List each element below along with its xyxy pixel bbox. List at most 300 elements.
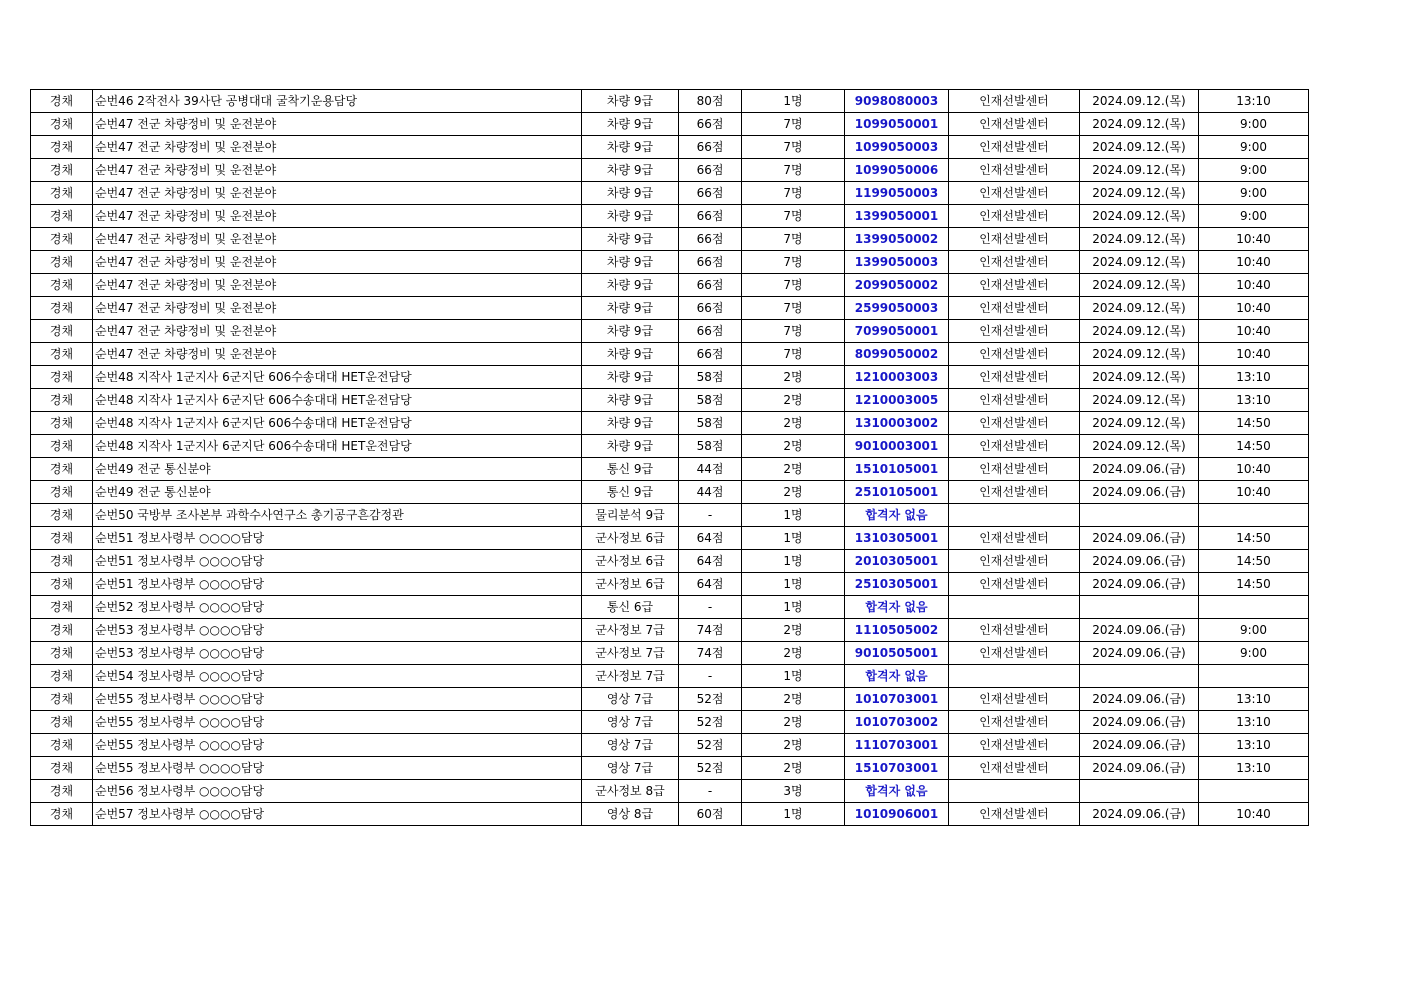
grade-cell: 차량 9급 xyxy=(582,113,679,136)
table-row xyxy=(31,343,1309,366)
time-cell: 10:40 xyxy=(1199,343,1309,366)
time-cell: 14:50 xyxy=(1199,550,1309,573)
date-cell: 2024.09.06.(금) xyxy=(1080,734,1199,757)
exam-number-cell: 1399050002 xyxy=(845,228,949,251)
date-cell: 2024.09.06.(금) xyxy=(1080,619,1199,642)
position-cell: 순번51 정보사령부 ○○○○담당 xyxy=(93,573,582,596)
recruit-type-cell: 경채 xyxy=(31,274,93,297)
date-cell: 2024.09.12.(목) xyxy=(1080,251,1199,274)
count-cell: 2명 xyxy=(742,389,845,412)
venue-cell xyxy=(949,504,1080,527)
exam-number-cell: 1399050001 xyxy=(845,205,949,228)
venue-cell: 인재선발센터 xyxy=(949,734,1080,757)
grade-cell: 차량 9급 xyxy=(582,159,679,182)
venue-cell: 인재선발센터 xyxy=(949,711,1080,734)
recruit-type-cell: 경채 xyxy=(31,734,93,757)
time-cell: 10:40 xyxy=(1199,320,1309,343)
score-cell: 74점 xyxy=(679,619,742,642)
time-cell: 9:00 xyxy=(1199,642,1309,665)
position-cell: 순번47 전군 차량정비 및 운전분야 xyxy=(93,320,582,343)
time-cell xyxy=(1199,665,1309,688)
grade-cell: 차량 9급 xyxy=(582,228,679,251)
time-cell: 10:40 xyxy=(1199,228,1309,251)
exam-number-cell: 1099050001 xyxy=(845,113,949,136)
count-cell: 2명 xyxy=(742,435,845,458)
score-cell: 64점 xyxy=(679,573,742,596)
grade-cell: 차량 9급 xyxy=(582,389,679,412)
exam-number-cell: 합격자 없음 xyxy=(845,665,949,688)
venue-cell: 인재선발센터 xyxy=(949,757,1080,780)
recruit-type-cell: 경채 xyxy=(31,550,93,573)
exam-number-cell: 1110703001 xyxy=(845,734,949,757)
score-cell: 66점 xyxy=(679,320,742,343)
count-cell: 2명 xyxy=(742,642,845,665)
count-cell: 2명 xyxy=(742,481,845,504)
exam-number-cell: 2010305001 xyxy=(845,550,949,573)
time-cell xyxy=(1199,504,1309,527)
count-cell: 7명 xyxy=(742,320,845,343)
grade-cell: 군사정보 6급 xyxy=(582,573,679,596)
position-cell: 순번47 전군 차량정비 및 운전분야 xyxy=(93,182,582,205)
grade-cell: 군사정보 6급 xyxy=(582,550,679,573)
recruit-type-cell: 경채 xyxy=(31,665,93,688)
date-cell: 2024.09.06.(금) xyxy=(1080,803,1199,826)
date-cell: 2024.09.06.(금) xyxy=(1080,757,1199,780)
exam-number-cell: 1399050003 xyxy=(845,251,949,274)
time-cell: 14:50 xyxy=(1199,573,1309,596)
recruit-type-cell: 경채 xyxy=(31,159,93,182)
time-cell xyxy=(1199,780,1309,803)
venue-cell: 인재선발센터 xyxy=(949,412,1080,435)
table-row xyxy=(31,159,1309,182)
venue-cell: 인재선발센터 xyxy=(949,619,1080,642)
recruit-type-cell: 경채 xyxy=(31,251,93,274)
recruit-type-cell: 경채 xyxy=(31,573,93,596)
exam-number-cell: 1310003002 xyxy=(845,412,949,435)
recruit-type-cell: 경채 xyxy=(31,389,93,412)
grade-cell: 군사정보 7급 xyxy=(582,619,679,642)
position-cell: 순번51 정보사령부 ○○○○담당 xyxy=(93,527,582,550)
date-cell xyxy=(1080,504,1199,527)
grade-cell: 차량 9급 xyxy=(582,251,679,274)
score-cell: 66점 xyxy=(679,251,742,274)
time-cell: 10:40 xyxy=(1199,274,1309,297)
table-row xyxy=(31,780,1309,803)
time-cell: 9:00 xyxy=(1199,159,1309,182)
time-cell: 9:00 xyxy=(1199,205,1309,228)
table-row xyxy=(31,251,1309,274)
date-cell: 2024.09.12.(목) xyxy=(1080,412,1199,435)
recruit-type-cell: 경채 xyxy=(31,366,93,389)
exam-number-cell: 1199050003 xyxy=(845,182,949,205)
exam-number-cell: 합격자 없음 xyxy=(845,780,949,803)
position-cell: 순번47 전군 차량정비 및 운전분야 xyxy=(93,343,582,366)
exam-number-cell: 9010505001 xyxy=(845,642,949,665)
venue-cell xyxy=(949,665,1080,688)
position-cell: 순번55 정보사령부 ○○○○담당 xyxy=(93,688,582,711)
date-cell: 2024.09.06.(금) xyxy=(1080,527,1199,550)
exam-number-cell: 1210003003 xyxy=(845,366,949,389)
exam-number-cell: 1210003005 xyxy=(845,389,949,412)
grade-cell: 영상 7급 xyxy=(582,688,679,711)
grade-cell: 통신 9급 xyxy=(582,481,679,504)
exam-number-cell: 2599050003 xyxy=(845,297,949,320)
grade-cell: 차량 9급 xyxy=(582,274,679,297)
score-cell: - xyxy=(679,504,742,527)
count-cell: 3명 xyxy=(742,780,845,803)
date-cell: 2024.09.06.(금) xyxy=(1080,642,1199,665)
table-row xyxy=(31,435,1309,458)
grade-cell: 군사정보 7급 xyxy=(582,665,679,688)
exam-number-cell: 2510105001 xyxy=(845,481,949,504)
position-cell: 순번57 정보사령부 ○○○○담당 xyxy=(93,803,582,826)
time-cell: 13:10 xyxy=(1199,688,1309,711)
position-cell: 순번56 정보사령부 ○○○○담당 xyxy=(93,780,582,803)
table-row xyxy=(31,228,1309,251)
score-cell: 66점 xyxy=(679,136,742,159)
time-cell: 13:10 xyxy=(1199,389,1309,412)
count-cell: 7명 xyxy=(742,159,845,182)
position-cell: 순번55 정보사령부 ○○○○담당 xyxy=(93,711,582,734)
count-cell: 7명 xyxy=(742,113,845,136)
exam-number-cell: 2510305001 xyxy=(845,573,949,596)
position-cell: 순번49 전군 통신분야 xyxy=(93,458,582,481)
exam-number-cell: 1099050006 xyxy=(845,159,949,182)
table-row xyxy=(31,274,1309,297)
time-cell: 13:10 xyxy=(1199,734,1309,757)
count-cell: 7명 xyxy=(742,274,845,297)
score-cell: 80점 xyxy=(679,90,742,113)
grade-cell: 차량 9급 xyxy=(582,182,679,205)
grade-cell: 차량 9급 xyxy=(582,205,679,228)
count-cell: 2명 xyxy=(742,711,845,734)
count-cell: 7명 xyxy=(742,297,845,320)
grade-cell: 차량 9급 xyxy=(582,366,679,389)
score-cell: 58점 xyxy=(679,389,742,412)
table-row xyxy=(31,412,1309,435)
position-cell: 순번47 전군 차량정비 및 운전분야 xyxy=(93,274,582,297)
recruit-type-cell: 경채 xyxy=(31,136,93,159)
grade-cell: 영상 7급 xyxy=(582,711,679,734)
exam-number-cell: 1110505002 xyxy=(845,619,949,642)
grade-cell: 차량 9급 xyxy=(582,320,679,343)
recruit-type-cell: 경채 xyxy=(31,527,93,550)
time-cell: 9:00 xyxy=(1199,113,1309,136)
recruit-type-cell: 경채 xyxy=(31,297,93,320)
count-cell: 1명 xyxy=(742,527,845,550)
date-cell: 2024.09.12.(목) xyxy=(1080,320,1199,343)
recruit-type-cell: 경채 xyxy=(31,803,93,826)
date-cell: 2024.09.12.(목) xyxy=(1080,274,1199,297)
position-cell: 순번50 국방부 조사본부 과학수사연구소 총기공구흔감정관 xyxy=(93,504,582,527)
score-cell: 60점 xyxy=(679,803,742,826)
exam-number-cell: 1010703002 xyxy=(845,711,949,734)
recruit-type-cell: 경채 xyxy=(31,596,93,619)
table-row xyxy=(31,688,1309,711)
table-row xyxy=(31,527,1309,550)
recruit-type-cell: 경채 xyxy=(31,412,93,435)
position-cell: 순번47 전군 차량정비 및 운전분야 xyxy=(93,136,582,159)
venue-cell: 인재선발센터 xyxy=(949,481,1080,504)
exam-number-cell: 1099050003 xyxy=(845,136,949,159)
score-cell: 52점 xyxy=(679,734,742,757)
date-cell: 2024.09.12.(목) xyxy=(1080,90,1199,113)
exam-number-cell: 2099050002 xyxy=(845,274,949,297)
count-cell: 1명 xyxy=(742,90,845,113)
date-cell: 2024.09.12.(목) xyxy=(1080,159,1199,182)
time-cell: 13:10 xyxy=(1199,757,1309,780)
count-cell: 7명 xyxy=(742,205,845,228)
count-cell: 1명 xyxy=(742,665,845,688)
position-cell: 순번47 전군 차량정비 및 운전분야 xyxy=(93,159,582,182)
recruit-type-cell: 경채 xyxy=(31,780,93,803)
venue-cell: 인재선발센터 xyxy=(949,113,1080,136)
venue-cell: 인재선발센터 xyxy=(949,159,1080,182)
position-cell: 순번53 정보사령부 ○○○○담당 xyxy=(93,642,582,665)
count-cell: 2명 xyxy=(742,412,845,435)
time-cell: 10:40 xyxy=(1199,458,1309,481)
count-cell: 2명 xyxy=(742,688,845,711)
score-cell: 66점 xyxy=(679,297,742,320)
count-cell: 7명 xyxy=(742,182,845,205)
count-cell: 1명 xyxy=(742,573,845,596)
date-cell xyxy=(1080,596,1199,619)
exam-number-cell: 1510703001 xyxy=(845,757,949,780)
venue-cell xyxy=(949,780,1080,803)
date-cell: 2024.09.06.(금) xyxy=(1080,458,1199,481)
recruit-type-cell: 경채 xyxy=(31,228,93,251)
time-cell: 14:50 xyxy=(1199,412,1309,435)
time-cell: 10:40 xyxy=(1199,251,1309,274)
time-cell: 10:40 xyxy=(1199,481,1309,504)
position-cell: 순번46 2작전사 39사단 공병대대 굴착기운용담당 xyxy=(93,90,582,113)
recruit-type-cell: 경채 xyxy=(31,343,93,366)
score-cell: 44점 xyxy=(679,458,742,481)
table-row xyxy=(31,113,1309,136)
date-cell: 2024.09.06.(금) xyxy=(1080,481,1199,504)
date-cell: 2024.09.12.(목) xyxy=(1080,297,1199,320)
recruit-type-cell: 경채 xyxy=(31,619,93,642)
recruit-type-cell: 경채 xyxy=(31,90,93,113)
venue-cell: 인재선발센터 xyxy=(949,320,1080,343)
count-cell: 7명 xyxy=(742,251,845,274)
score-cell: 52점 xyxy=(679,688,742,711)
table-row xyxy=(31,136,1309,159)
exam-number-cell: 1510105001 xyxy=(845,458,949,481)
date-cell: 2024.09.12.(목) xyxy=(1080,389,1199,412)
table-row xyxy=(31,458,1309,481)
table-row xyxy=(31,596,1309,619)
table-row xyxy=(31,182,1309,205)
time-cell: 9:00 xyxy=(1199,136,1309,159)
table-row xyxy=(31,297,1309,320)
venue-cell: 인재선발센터 xyxy=(949,435,1080,458)
table-row xyxy=(31,504,1309,527)
date-cell: 2024.09.12.(목) xyxy=(1080,182,1199,205)
recruit-type-cell: 경채 xyxy=(31,205,93,228)
score-cell: 52점 xyxy=(679,757,742,780)
date-cell: 2024.09.12.(목) xyxy=(1080,228,1199,251)
count-cell: 2명 xyxy=(742,619,845,642)
time-cell: 13:10 xyxy=(1199,711,1309,734)
venue-cell: 인재선발센터 xyxy=(949,366,1080,389)
position-cell: 순번55 정보사령부 ○○○○담당 xyxy=(93,734,582,757)
count-cell: 1명 xyxy=(742,504,845,527)
results-table-body xyxy=(31,90,1309,826)
position-cell: 순번47 전군 차량정비 및 운전분야 xyxy=(93,251,582,274)
venue-cell: 인재선발센터 xyxy=(949,458,1080,481)
score-cell: 66점 xyxy=(679,182,742,205)
grade-cell: 영상 7급 xyxy=(582,734,679,757)
table-row xyxy=(31,366,1309,389)
score-cell: 58점 xyxy=(679,412,742,435)
grade-cell: 차량 9급 xyxy=(582,343,679,366)
venue-cell: 인재선발센터 xyxy=(949,573,1080,596)
position-cell: 순번53 정보사령부 ○○○○담당 xyxy=(93,619,582,642)
table-row xyxy=(31,320,1309,343)
score-cell: 66점 xyxy=(679,113,742,136)
score-cell: 66점 xyxy=(679,205,742,228)
recruit-type-cell: 경채 xyxy=(31,481,93,504)
table-row xyxy=(31,573,1309,596)
score-cell: 74점 xyxy=(679,642,742,665)
count-cell: 2명 xyxy=(742,734,845,757)
table-row xyxy=(31,389,1309,412)
exam-number-cell: 9098080003 xyxy=(845,90,949,113)
score-cell: - xyxy=(679,780,742,803)
grade-cell: 차량 9급 xyxy=(582,435,679,458)
grade-cell: 물리분석 9급 xyxy=(582,504,679,527)
venue-cell: 인재선발센터 xyxy=(949,274,1080,297)
position-cell: 순번47 전군 차량정비 및 운전분야 xyxy=(93,297,582,320)
count-cell: 2명 xyxy=(742,458,845,481)
exam-number-cell: 1010906001 xyxy=(845,803,949,826)
position-cell: 순번48 지작사 1군지사 6군지단 606수송대대 HET운전담당 xyxy=(93,435,582,458)
table-row xyxy=(31,642,1309,665)
grade-cell: 군사정보 7급 xyxy=(582,642,679,665)
recruit-type-cell: 경채 xyxy=(31,757,93,780)
date-cell: 2024.09.12.(목) xyxy=(1080,435,1199,458)
score-cell: 64점 xyxy=(679,550,742,573)
grade-cell: 차량 9급 xyxy=(582,90,679,113)
date-cell: 2024.09.06.(금) xyxy=(1080,688,1199,711)
time-cell: 13:10 xyxy=(1199,90,1309,113)
table-row xyxy=(31,619,1309,642)
score-cell: 66점 xyxy=(679,343,742,366)
date-cell: 2024.09.12.(목) xyxy=(1080,205,1199,228)
table-row xyxy=(31,550,1309,573)
score-cell: - xyxy=(679,665,742,688)
venue-cell: 인재선발센터 xyxy=(949,642,1080,665)
results-table xyxy=(30,89,1309,826)
recruit-type-cell: 경채 xyxy=(31,711,93,734)
time-cell: 10:40 xyxy=(1199,803,1309,826)
count-cell: 2명 xyxy=(742,366,845,389)
exam-number-cell: 1010703001 xyxy=(845,688,949,711)
table-row xyxy=(31,205,1309,228)
recruit-type-cell: 경채 xyxy=(31,182,93,205)
grade-cell: 통신 9급 xyxy=(582,458,679,481)
date-cell: 2024.09.12.(목) xyxy=(1080,366,1199,389)
count-cell: 1명 xyxy=(742,596,845,619)
table-row xyxy=(31,665,1309,688)
venue-cell: 인재선발센터 xyxy=(949,205,1080,228)
recruit-type-cell: 경채 xyxy=(31,642,93,665)
grade-cell: 영상 8급 xyxy=(582,803,679,826)
score-cell: 66점 xyxy=(679,228,742,251)
table-row xyxy=(31,803,1309,826)
position-cell: 순번47 전군 차량정비 및 운전분야 xyxy=(93,113,582,136)
table-row xyxy=(31,757,1309,780)
exam-number-cell: 합격자 없음 xyxy=(845,504,949,527)
position-cell: 순번54 정보사령부 ○○○○담당 xyxy=(93,665,582,688)
position-cell: 순번49 전군 통신분야 xyxy=(93,481,582,504)
count-cell: 7명 xyxy=(742,136,845,159)
grade-cell: 통신 6급 xyxy=(582,596,679,619)
date-cell xyxy=(1080,780,1199,803)
grade-cell: 영상 7급 xyxy=(582,757,679,780)
venue-cell: 인재선발센터 xyxy=(949,527,1080,550)
date-cell: 2024.09.06.(금) xyxy=(1080,550,1199,573)
venue-cell: 인재선발센터 xyxy=(949,550,1080,573)
date-cell: 2024.09.12.(목) xyxy=(1080,136,1199,159)
position-cell: 순번47 전군 차량정비 및 운전분야 xyxy=(93,205,582,228)
venue-cell: 인재선발센터 xyxy=(949,251,1080,274)
position-cell: 순번55 정보사령부 ○○○○담당 xyxy=(93,757,582,780)
venue-cell: 인재선발센터 xyxy=(949,182,1080,205)
venue-cell: 인재선발센터 xyxy=(949,803,1080,826)
count-cell: 7명 xyxy=(742,343,845,366)
position-cell: 순번48 지작사 1군지사 6군지단 606수송대대 HET운전담당 xyxy=(93,366,582,389)
venue-cell xyxy=(949,596,1080,619)
count-cell: 2명 xyxy=(742,757,845,780)
position-cell: 순번48 지작사 1군지사 6군지단 606수송대대 HET운전담당 xyxy=(93,412,582,435)
grade-cell: 군사정보 6급 xyxy=(582,527,679,550)
exam-number-cell: 합격자 없음 xyxy=(845,596,949,619)
recruit-type-cell: 경채 xyxy=(31,113,93,136)
position-cell: 순번47 전군 차량정비 및 운전분야 xyxy=(93,228,582,251)
recruit-type-cell: 경채 xyxy=(31,504,93,527)
table-row xyxy=(31,481,1309,504)
grade-cell: 차량 9급 xyxy=(582,297,679,320)
count-cell: 1명 xyxy=(742,550,845,573)
grade-cell: 차량 9급 xyxy=(582,412,679,435)
score-cell: 66점 xyxy=(679,274,742,297)
recruit-type-cell: 경채 xyxy=(31,458,93,481)
exam-number-cell: 1310305001 xyxy=(845,527,949,550)
position-cell: 순번51 정보사령부 ○○○○담당 xyxy=(93,550,582,573)
venue-cell: 인재선발센터 xyxy=(949,688,1080,711)
venue-cell: 인재선발센터 xyxy=(949,136,1080,159)
exam-number-cell: 9010003001 xyxy=(845,435,949,458)
table-row xyxy=(31,711,1309,734)
date-cell: 2024.09.12.(목) xyxy=(1080,343,1199,366)
venue-cell: 인재선발센터 xyxy=(949,90,1080,113)
time-cell: 14:50 xyxy=(1199,435,1309,458)
score-cell: 58점 xyxy=(679,435,742,458)
venue-cell: 인재선발센터 xyxy=(949,343,1080,366)
score-cell: 52점 xyxy=(679,711,742,734)
position-cell: 순번48 지작사 1군지사 6군지단 606수송대대 HET운전담당 xyxy=(93,389,582,412)
grade-cell: 군사정보 8급 xyxy=(582,780,679,803)
venue-cell: 인재선발센터 xyxy=(949,297,1080,320)
table-row xyxy=(31,90,1309,113)
time-cell: 10:40 xyxy=(1199,297,1309,320)
time-cell: 9:00 xyxy=(1199,619,1309,642)
grade-cell: 차량 9급 xyxy=(582,136,679,159)
score-cell: 66점 xyxy=(679,159,742,182)
score-cell: 64점 xyxy=(679,527,742,550)
